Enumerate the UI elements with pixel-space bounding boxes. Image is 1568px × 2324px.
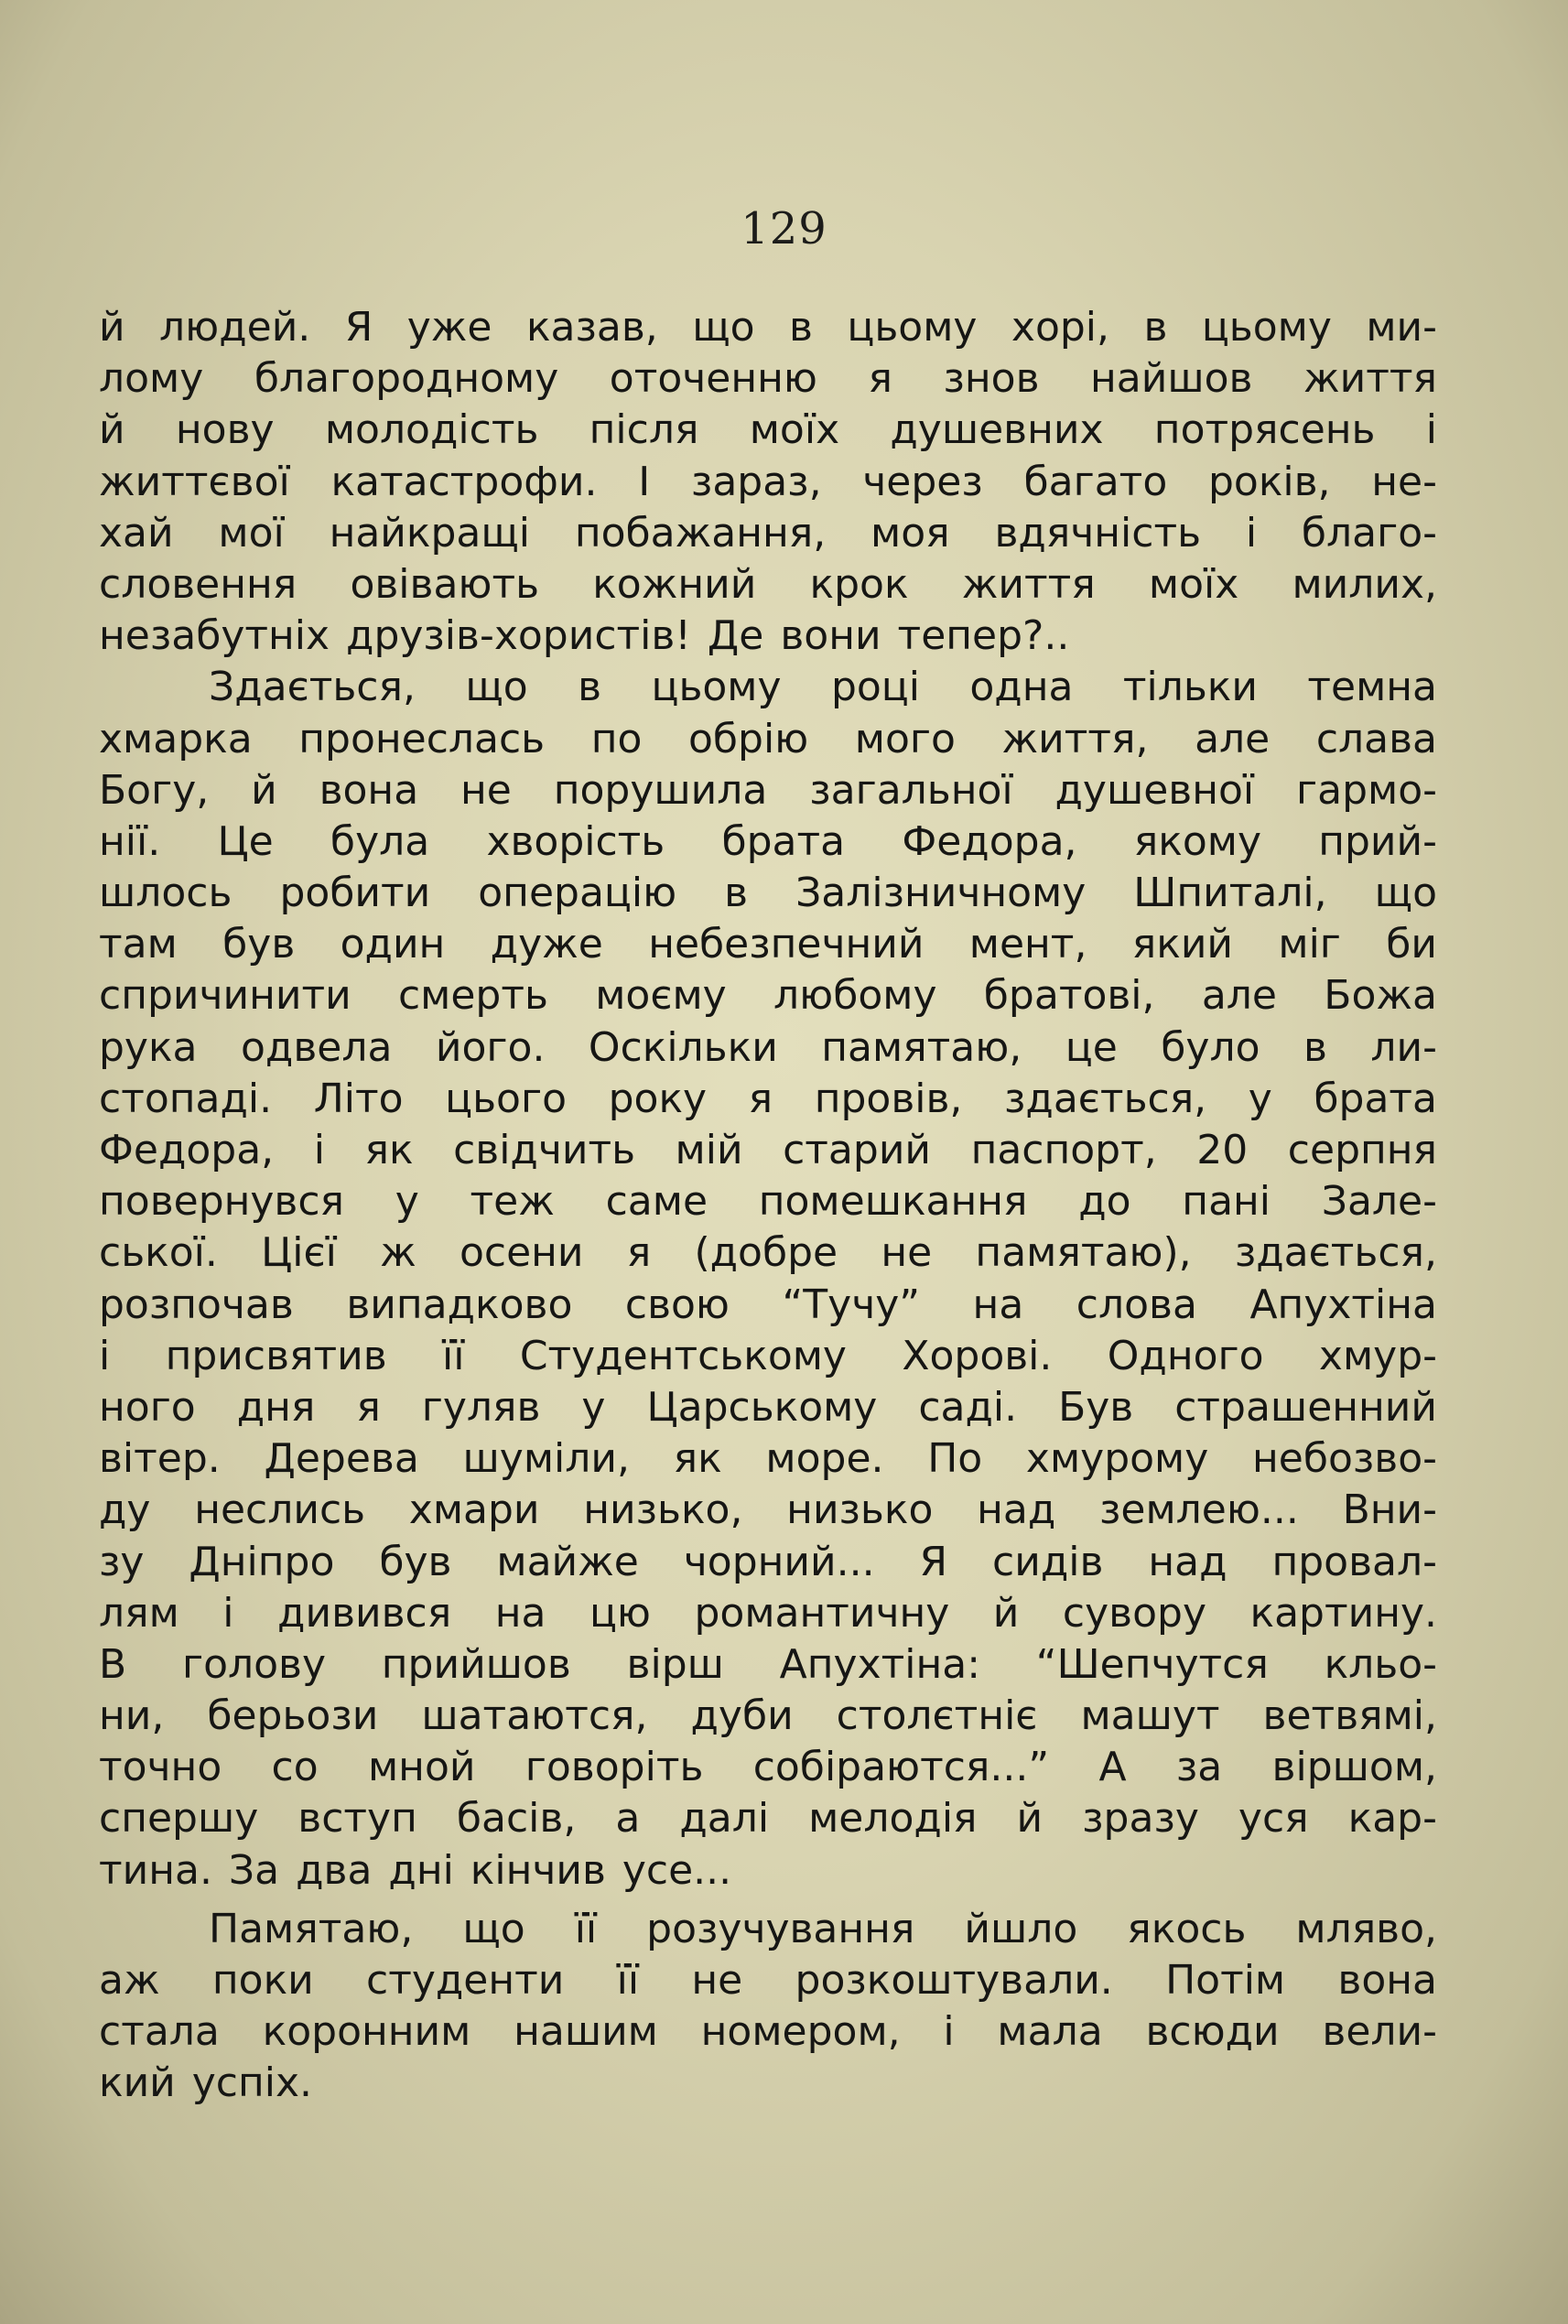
page-number: 129 — [741, 203, 827, 254]
text-line: шлось робити операцію в Залізничному Шпиталі, що — [99, 870, 1437, 917]
paragraph — [99, 1904, 1437, 2110]
text-line: ного дня я гуляв у Царському саді. Був страшенний — [99, 1383, 1437, 1431]
text-line: точно со мной говоріть собіраются...” А за віршом, — [99, 1744, 1437, 1791]
text-line: й людей. Я уже казав, що в цьому хорі, в цьому ми- — [99, 304, 1437, 351]
text-line: життєвої катастрофи. І зараз, через багато років, не- — [99, 458, 1437, 505]
text-line: хмарка пронеслась по обрію мого життя, але слава — [99, 715, 1437, 762]
text-line: лям і дивився на цю романтичну й сувору картину. — [99, 1589, 1437, 1637]
text-line: лому благородному оточенню я знов найшов життя — [99, 355, 1437, 403]
text-line: нії. Це була хворість брата Федора, якому прий- — [99, 817, 1437, 865]
text-line: повернувся у теж саме помешкання до пані Зале- — [99, 1178, 1437, 1226]
text-line: розпочав випадково свою “Тучу” на слова Апухтіна — [99, 1281, 1437, 1328]
text-line: кий успіх. — [99, 2059, 313, 2107]
text-line: рука одвела його. Оскільки памятаю, це було в ли- — [99, 1023, 1437, 1071]
text-line: стопаді. Літо цього року я провів, здається, у брата — [99, 1075, 1437, 1122]
page-text — [99, 302, 1437, 2110]
text-line: Памятаю, що її розучування йшло якось мляво, — [209, 1905, 1437, 1952]
text-line: ської. Цієї ж осени я (добре не памятаю), здається, — [99, 1229, 1437, 1277]
paragraph — [99, 662, 1437, 1897]
text-line: стала коронним нашим номером, і мала всюди вели- — [99, 2008, 1437, 2056]
text-line: спричинити смерть моєму любому братові, але Божа — [99, 972, 1437, 1020]
text-line: В голову прийшов вірш Апухтіна: “Шепчутся кльо- — [99, 1640, 1437, 1688]
text-line: тина. За два дні кінчив усе... — [99, 1846, 732, 1894]
text-line: словення овівають кожний крок життя моїх милих, — [99, 560, 1437, 608]
text-line: аж поки студенти її не розкоштували. Потім вона — [99, 1957, 1437, 2004]
text-line: хай мої найкращі побажання, моя вдячність і благо- — [99, 509, 1437, 557]
text-line: спершу вступ басів, а далі мелодія й зразу уся кар- — [99, 1795, 1437, 1843]
text-line: ду неслись хмари низько, низько над землею... Вни- — [99, 1486, 1437, 1534]
text-line: там був один дуже небезпечний мент, який міг би — [99, 921, 1437, 968]
text-line: вітер. Дерева шуміли, як море. По хмурому небозво- — [99, 1435, 1437, 1483]
text-line: Федора, і як свідчить мій старий паспорт, 20 серпня — [99, 1127, 1437, 1173]
text-line: й нову молодість після моїх душевних потрясень і — [99, 406, 1437, 454]
paragraph-gap — [99, 1897, 1437, 1904]
text-line: зу Дніпро був майже чорний... Я сидів над провал- — [99, 1538, 1437, 1585]
text-line: і присвятив її Студентському Хорові. Одного хмур- — [99, 1332, 1437, 1379]
text-line: незабутніх друзів-хористів! Де вони тепер?.. — [99, 612, 1070, 660]
text-line: ни, берьози шатаются, дуби столєтніє машут ветвямі, — [99, 1692, 1437, 1740]
text-line: Здається, що в цьому році одна тільки темна — [209, 664, 1437, 711]
paragraph — [99, 302, 1437, 662]
text-line: Богу, й вона не порушила загальної душевної гармо- — [99, 766, 1437, 814]
